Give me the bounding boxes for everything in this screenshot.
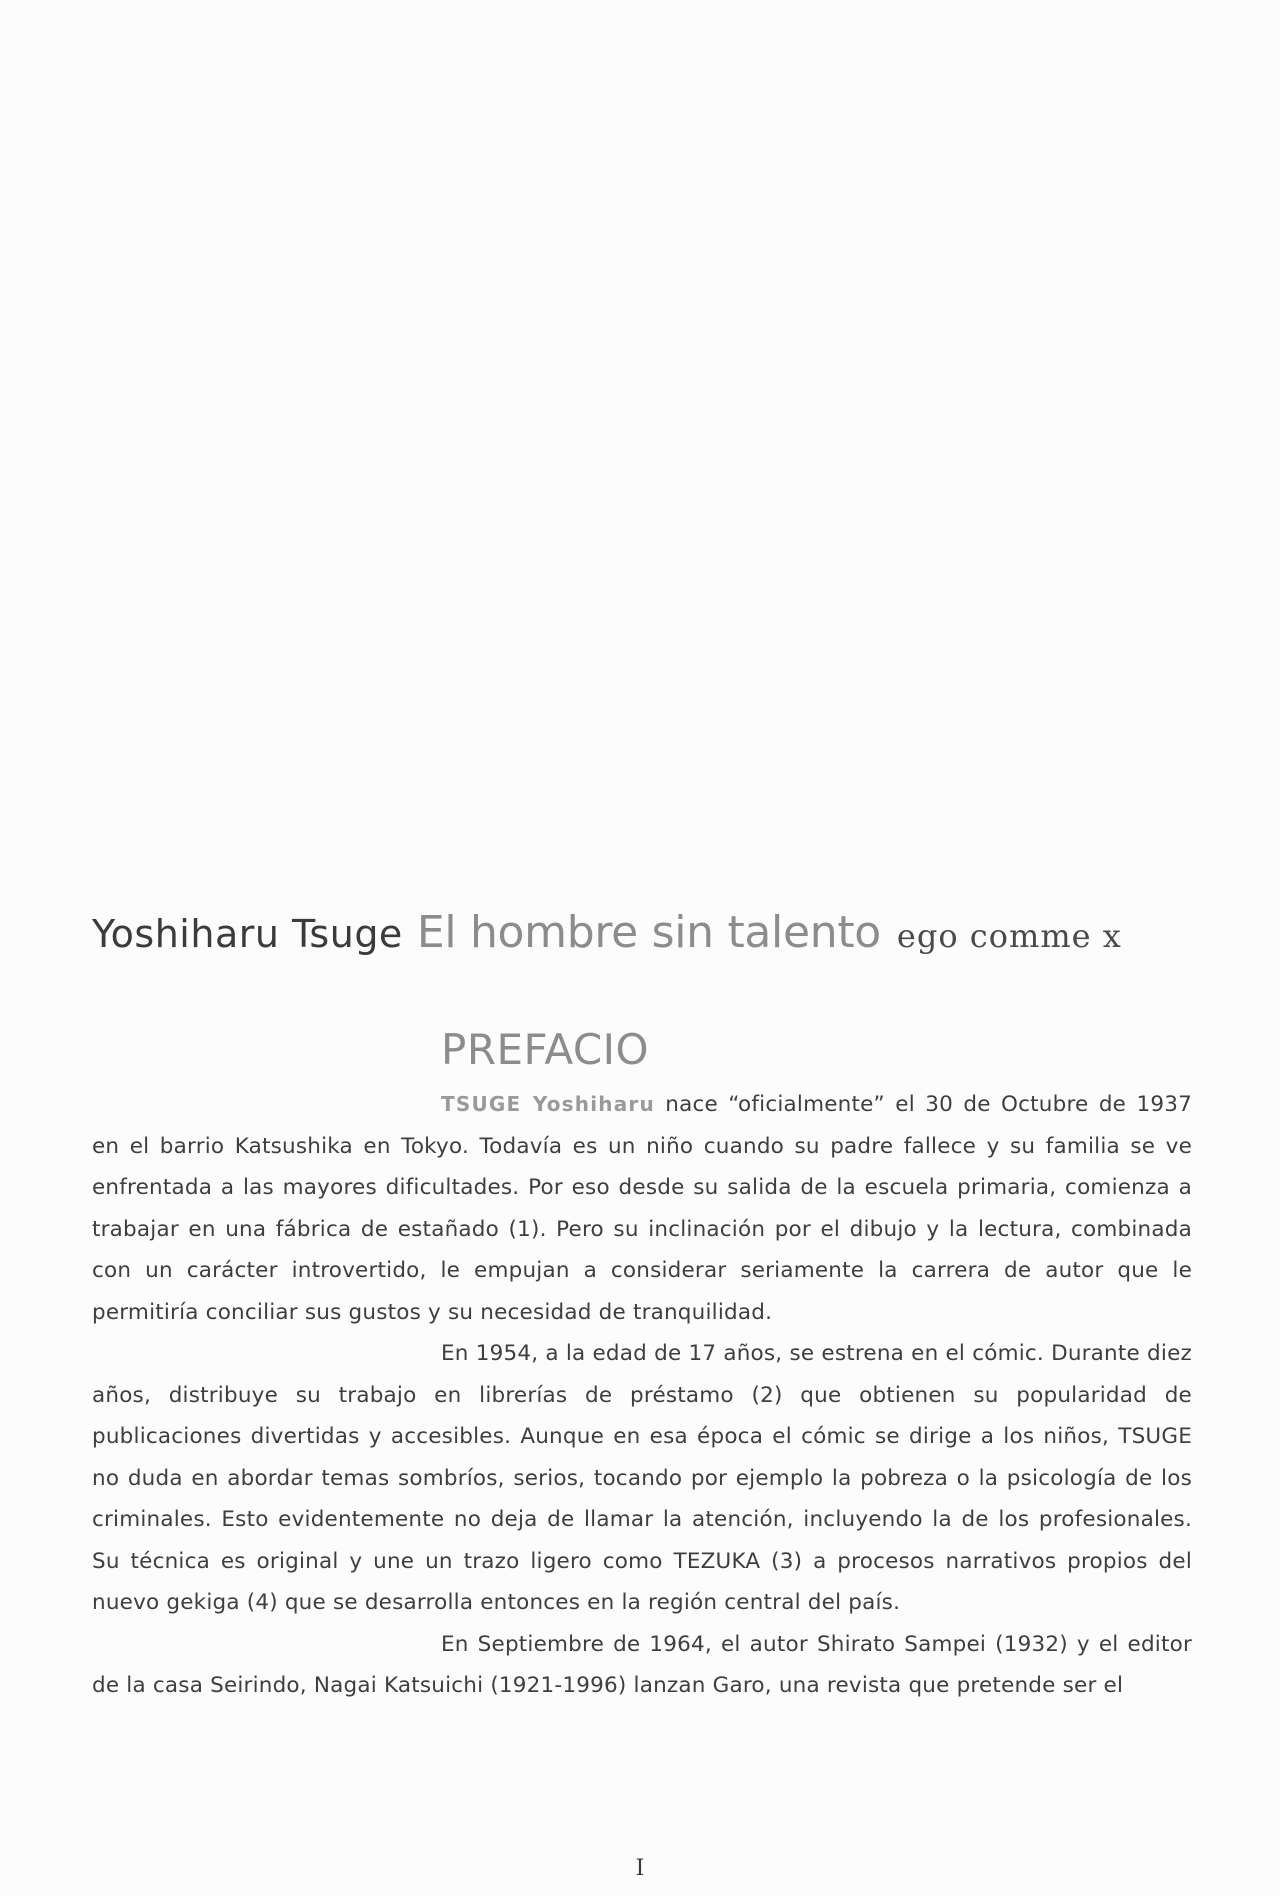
- paragraph-1-text: nace “oficialmente” el 30 de Octubre de 1937 en el barrio Katsushika en Tokyo. Todavía es un niño cuando su padre fallece y su familia se ve enfrentada a las mayores dificultades. Por eso desde su salida de la escuela primaria, comienza a trabajar en una fábrica de estañado (1). Pero su inclinación por el dibujo y la lectura, combinada con un carácter introvertido, le empujan a considerar seriamente la carrera de autor que le permitiría conciliar sus gustos y su necesidad de tranquilidad.: [92, 1092, 1192, 1325]
- paragraph-1: [92, 1084, 1192, 1333]
- page-number: I: [635, 1856, 645, 1881]
- book-title: El hombre sin talento: [416, 907, 881, 958]
- author-name: Yoshiharu Tsuge: [92, 912, 403, 956]
- body-text: [92, 1084, 1192, 1707]
- paragraph-2: En 1954, a la edad de 17 años, se estrena en el cómic. Durante diez años, distribuye su trabajo en librerías de préstamo (2) que obtienen su popularidad de publicaciones divertidas y accesibles. Aunque en esa época el cómic se dirige a los niños, TSUGE no duda en abordar temas sombríos, serios, tocando por ejemplo la pobreza o la psicología de los criminales. Esto evidentemente no deja de llamar la atención, incluyendo la de los profesionales. Su técnica es original y une un trazo ligero como TEZUKA (3) a procesos narrativos propios del nuevo gekiga (4) que se desarrolla entonces en la región central del país.: [92, 1341, 1192, 1615]
- lead-name: TSUGE Yoshiharu: [441, 1092, 655, 1116]
- title-line: [92, 905, 1192, 970]
- paragraph-3: En Septiembre de 1964, el autor Shirato Sampei (1932) y el editor de la casa Seirindo, Nagai Katsuichi (1921-1996) lanzan Garo, una revista que pretende ser el: [92, 1631, 1192, 1698]
- section-heading: PREFACIO: [441, 1025, 650, 1074]
- publisher-name: ego comme x: [896, 917, 1122, 955]
